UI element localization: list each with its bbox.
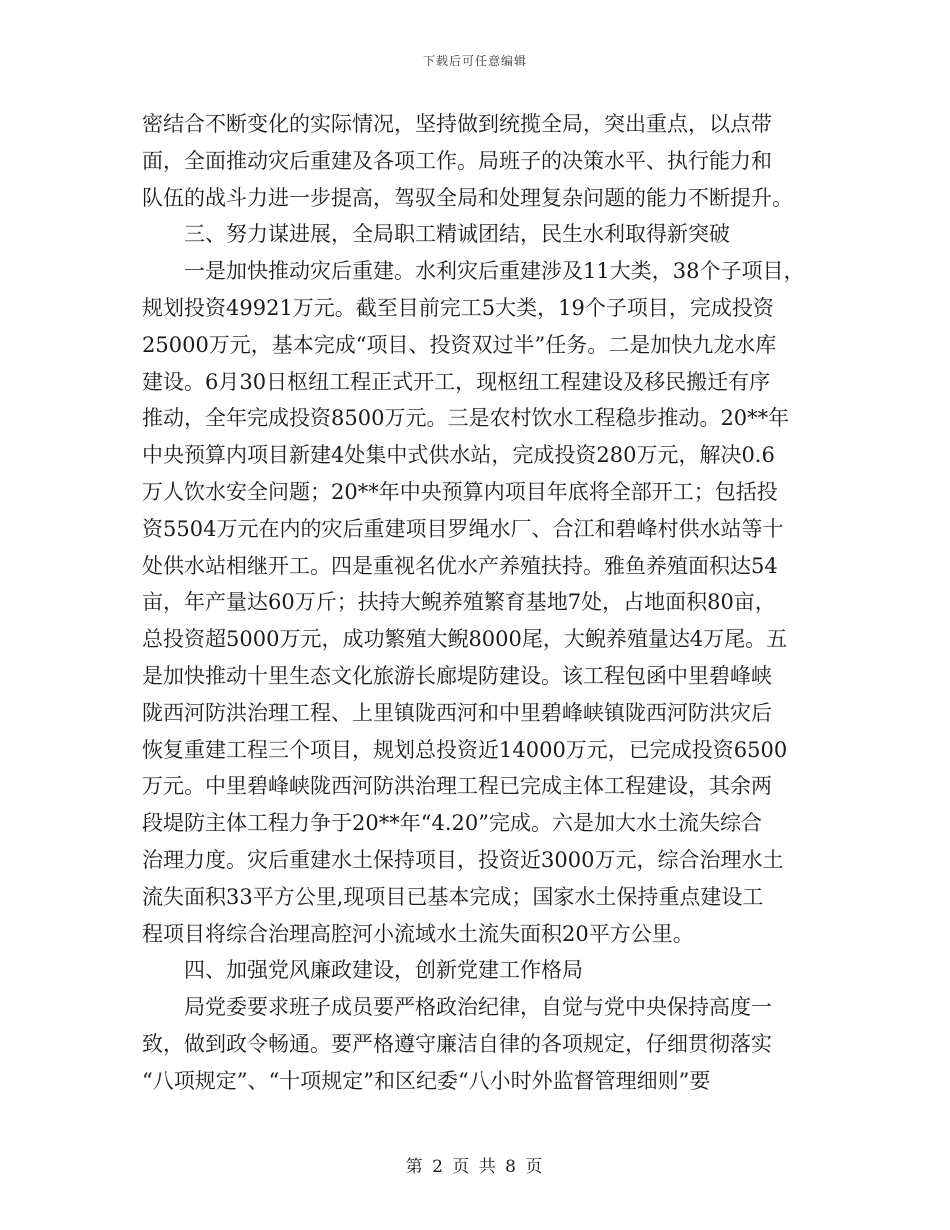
- text-line: 万元。中里碧峰峡陇西河防洪治理工程已完成主体工程建设，其余两: [142, 774, 772, 799]
- text-line: 程项目将综合治理高腔河小流域水土流失面积20平方公里。: [142, 921, 694, 946]
- text-line: 陇西河防洪治理工程、上里镇陇西河和中里碧峰峡镇陇西河防洪灾后: [142, 700, 772, 725]
- text-line: 亩，年产量达60万斤；扶持大鲵养殖繁育基地7处，占地面积80亩，: [142, 590, 776, 615]
- text-line: 流失面积33平方公里,现项目已基本完成；国家水土保持重点建设工: [142, 884, 764, 909]
- text-line: 建设。6月30日枢纽工程正式开工，现枢纽工程建设及移民搬迁有序: [142, 369, 771, 394]
- text-line: 密结合不断变化的实际情况，坚持做到统揽全局，突出重点，以点带: [142, 112, 772, 136]
- text-line: 规划投资49921万元。截至目前完工5大类，19个子项目，完成投资: [142, 295, 774, 320]
- text-line: “八项规定”、“十项规定”和区纪委“八小时外监督管理细则”要: [142, 1068, 711, 1093]
- text-line: 面，全面推动灾后重建及各项工作。局班子的决策水平、执行能力和: [142, 148, 772, 173]
- page-header: 下载后可任意编辑: [422, 54, 527, 68]
- text-line: 总投资超5000万元，成功繁殖大鲵8000尾，大鲵养殖量达4万尾。五: [142, 627, 788, 652]
- text-line: 中央预算内项目新建4处集中式供水站，完成投资280万元，解决0.6: [142, 443, 775, 468]
- text-line: 段堤防主体工程力争于20**年“4.20”完成。六是加大水土流失综合: [142, 811, 762, 836]
- text-line: 一是加快推动灾后重建。水利灾后重建涉及11大类，38个子项目，: [142, 259, 805, 284]
- text-line: 万人饮水安全问题；20**年中央预算内项目年底将全部开工；包括投: [142, 479, 778, 504]
- section-heading-4: 四、加强党风廉政建设，创新党建工作格局: [142, 958, 583, 983]
- text-line: 队伍的战斗力进一步提高，驾驭全局和处理复杂问题的能力不断提升。: [142, 185, 793, 210]
- text-line: 处供水站相继开工。四是重视名优水产养殖扶持。雅鱼养殖面积达54: [142, 553, 778, 578]
- document-body: [142, 106, 822, 1100]
- text-line: 恢复重建工程三个项目，规划总投资近14000万元，已完成投资6500: [142, 737, 788, 762]
- section-heading-3: 三、努力谋进展，全局职工精诚团结，民生水利取得新突破: [142, 222, 730, 247]
- text-line: 致，做到政令畅通。要严格遵守廉洁自律的各项规定，仔细贯彻落实: [142, 1031, 772, 1056]
- page-footer: 第 2 页 共 8 页: [405, 1157, 545, 1177]
- text-line: 资5504万元在内的灾后重建项目罗绳水厂、合江和碧峰村供水站等十: [142, 516, 784, 541]
- text-line: 推动，全年完成投资8500万元。三是农村饮水工程稳步推动。20**年: [142, 406, 790, 431]
- text-line: 是加快推动十里生态文化旅游长廊堤防建设。该工程包函中里碧峰峡: [142, 663, 772, 688]
- text-line: 局党委要求班子成员要严格政治纪律，自觉与党中央保持高度一: [142, 995, 772, 1020]
- text-line: 治理力度。灾后重建水土保持项目，投资近3000万元，综合治理水土: [142, 847, 784, 872]
- text-line: 25000万元，基本完成“项目、投资双过半”任务。二是加快九龙水库: [142, 332, 777, 357]
